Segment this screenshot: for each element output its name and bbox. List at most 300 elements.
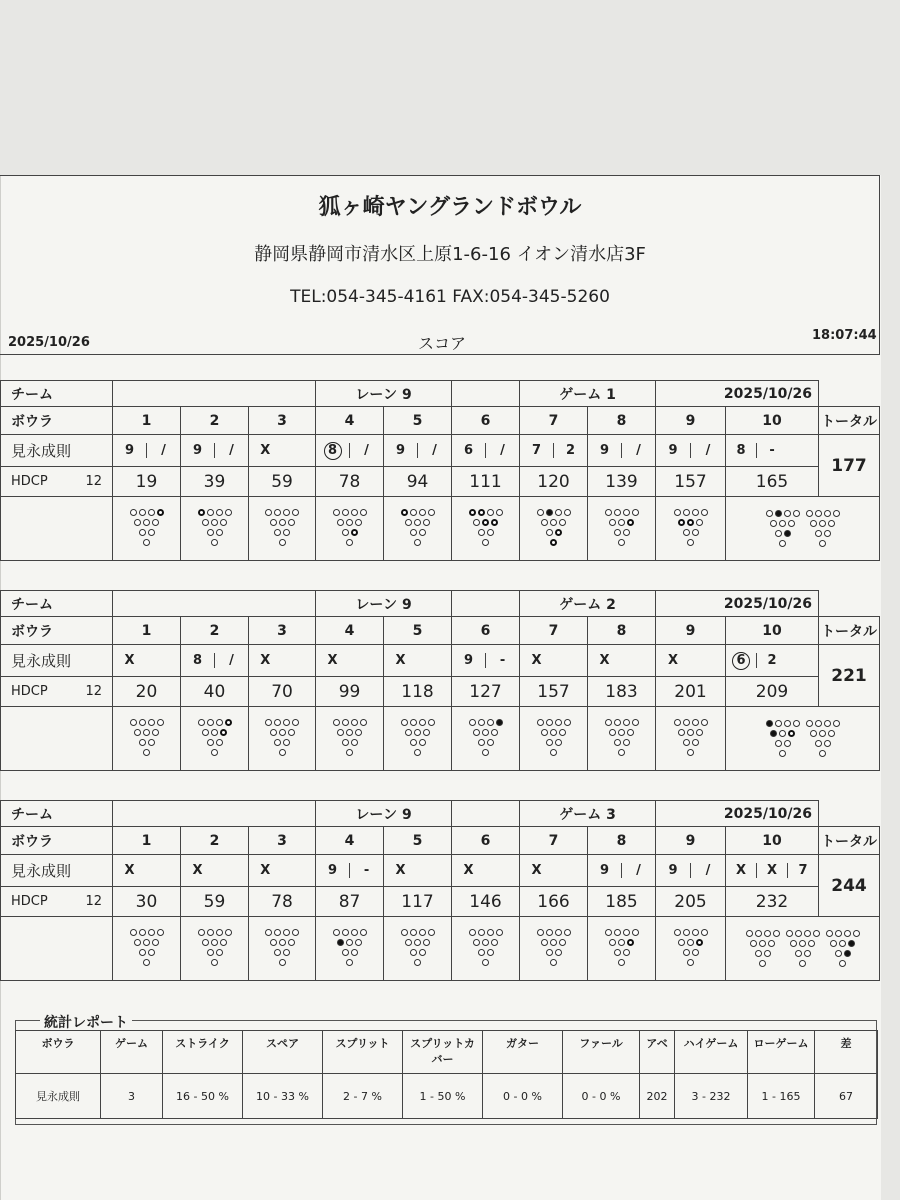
pin-row-label [1,707,113,771]
pin-icon [292,719,299,726]
pin-icon [687,729,694,736]
pin-icon [419,949,426,956]
frame-number-text: 7 [548,832,559,849]
pin-icon [537,509,544,516]
game-total: 221 [831,665,867,686]
frame-marks [520,645,588,677]
pin-icon [819,540,826,547]
roll-mark [249,863,282,878]
pin-icon [546,529,553,536]
pin-icon [550,539,557,546]
roll-mark [349,443,383,458]
pin-icon [428,719,435,726]
pin-icon [469,509,476,516]
stats-value-cell: 2 - 7 % [323,1074,403,1119]
pin-icon [844,950,851,957]
pin-diagram-cell [181,707,249,771]
stats-value-cell: 1 - 50 % [403,1074,483,1119]
frame-number-text: 8 [616,622,627,639]
pin-icon [786,930,793,937]
roll-mark [485,443,519,458]
pin-icon [555,949,562,956]
frame-score [588,467,656,497]
pin-icon [265,929,272,936]
pin-icon [555,529,562,536]
pin-icon [410,529,417,536]
bowler-header [1,827,113,855]
pin-diagram [605,508,639,548]
roll-mark [520,863,553,878]
pin-icon [828,520,835,527]
game-table-3 [0,800,880,981]
pin-icon [478,719,485,726]
pin-icon [130,719,137,726]
pin-icon [487,719,494,726]
pin-icon [482,519,489,526]
frame-marks [181,855,249,887]
roll-mark [316,863,349,878]
pin-icon [351,739,358,746]
bowler-header-text: ボウラ [11,623,53,640]
pin-diagram-cell [316,497,384,561]
stats-header-cell: ローゲーム [748,1031,815,1074]
pin-diagram-cell [588,497,656,561]
roll-mark-text: - [769,443,775,458]
bowler-name-text: 見永成則 [11,862,72,880]
roll-mark [690,863,725,878]
pin-icon [487,949,494,956]
pin-icon [216,929,223,936]
pin-icon [618,729,625,736]
pin-icon [148,509,155,516]
game-label [520,801,656,827]
pin-icon [270,939,277,946]
hdcp-value: 12 [85,684,102,699]
frame-score-text: 78 [338,471,361,492]
roll-mark [249,653,282,668]
pin-diagram-cell [520,707,588,771]
pin-icon [784,740,791,747]
roll-mark-text: 8 [736,443,746,458]
pin-diagram [130,718,164,758]
pin-icon [288,519,295,526]
pin-icon [775,720,782,727]
pin-diagram [537,928,571,968]
pin-icon [351,719,358,726]
stats-value-cell: 10 - 33 % [243,1074,323,1119]
frame-number-text: 10 [762,832,782,849]
frame-score-text: 59 [271,471,293,492]
roll-mark-text: 6 [463,443,474,458]
frame-marks [656,645,726,677]
frame-marks [452,435,520,467]
frame-score [113,677,181,707]
hdcp-value: 12 [85,894,102,909]
pin-icon [683,949,690,956]
hdcp-label-text: HDCP [11,474,48,489]
pin-icon [784,530,791,537]
pin-icon [824,530,831,537]
frame-score [249,467,316,497]
hdcp-label [1,467,113,497]
frame-marks [520,855,588,887]
frame-score [726,467,819,497]
frame-number [113,827,181,855]
pin-icon [351,509,358,516]
bowler-header [1,617,113,645]
pin-icon [491,519,498,526]
roll-mark-text: / [500,443,505,458]
game-number-text: ゲーム 3 [559,806,616,823]
pin-icon [623,509,630,516]
stats-value-cell: 1 - 165 [748,1074,815,1119]
frame-marks [588,645,656,677]
roll-mark-text: 9 [124,443,135,458]
pin-row-label [1,917,113,981]
frame-score-text: 20 [135,681,158,702]
pin-icon [198,719,205,726]
pin-icon [839,960,846,967]
pin-icon [216,719,223,726]
frame-score-text: 99 [338,681,361,702]
pin-icon [401,719,408,726]
pin-icon [618,539,625,546]
pin-icon [143,519,150,526]
pin-icon [198,929,205,936]
pin-icon [148,529,155,536]
team-label [1,591,113,617]
pin-icon [795,930,802,937]
pin-icon [692,949,699,956]
pin-icon [342,719,349,726]
pin-icon [283,529,290,536]
pin-icon [687,959,694,966]
pin-icon [770,730,777,737]
frame-marks [384,645,452,677]
roll-mark-text: 8 [192,653,203,668]
pin-icon [696,939,703,946]
roll-mark [452,443,485,458]
pin-icon [491,939,498,946]
pin-icon [283,949,290,956]
frame-number-text: 6 [480,412,491,429]
frame-score-text: 70 [271,681,293,702]
pin-icon [687,539,694,546]
stats-value-cell: 0 - 0 % [483,1074,563,1119]
pin-icon [342,529,349,536]
roll-mark [726,863,756,878]
total-header [819,617,880,645]
pin-icon [546,509,553,516]
pin-icon [482,959,489,966]
frame-score [656,467,726,497]
pin-icon [775,740,782,747]
hdcp-label-text: HDCP [11,684,48,699]
frame-score [113,887,181,917]
lane-label [316,381,452,407]
frame-marks [726,435,819,467]
pin-diagram-cell [113,707,181,771]
hdcp-label [1,887,113,917]
pin-icon [768,940,775,947]
frame-marks [316,645,384,677]
pin-icon [550,749,557,756]
frame-score-text: 59 [203,891,226,912]
pin-icon [819,730,826,737]
pin-icon [423,939,430,946]
pin-icon [692,739,699,746]
pin-icon [559,939,566,946]
lane-text: レーン 9 [355,386,412,403]
roll-mark [656,863,690,878]
pin-icon [283,509,290,516]
pin-diagram-cell [726,707,880,771]
game-table-2 [0,590,880,771]
frame-score [113,467,181,497]
pin-icon [157,929,164,936]
pin-diagram [265,928,299,968]
pin-icon [770,520,777,527]
roll-mark [656,653,690,668]
pin-icon [478,929,485,936]
pin-icon [473,729,480,736]
frame-number [588,407,656,435]
frame-score [656,887,726,917]
roll-mark-text: X [463,863,474,878]
pin-icon [491,729,498,736]
pin-diagram-cell [316,917,384,981]
pin-icon [478,509,485,516]
frame-marks [249,435,316,467]
pin-icon [279,519,286,526]
roll-mark-text: / [636,863,641,878]
pin-icon [555,739,562,746]
pin-icon [207,929,214,936]
game-date-text: 2025/10/26 [723,805,813,822]
pin-diagram-cell [520,917,588,981]
frame-marks [656,855,726,887]
pin-icon [833,720,840,727]
pin-icon [687,749,694,756]
frame-score-text: 205 [674,891,707,912]
roll-mark [726,652,756,670]
print-date: 2025/10/26 [8,335,90,350]
pin-icon [790,940,797,947]
pin-icon [139,739,146,746]
spacer [113,591,316,617]
frame-score [316,677,384,707]
roll-mark-text: X [260,443,271,458]
pin-diagram [469,718,503,758]
roll-mark [181,863,214,878]
pin-icon [469,929,476,936]
bowler-name [1,855,113,887]
roll-mark [588,443,621,458]
pin-icon [225,719,232,726]
frame-marks [113,645,181,677]
stats-header-cell: ガター [483,1031,563,1074]
pin-icon [614,929,621,936]
pin-icon [696,519,703,526]
roll-mark-text: X [124,863,135,878]
frame-number-text: 9 [685,832,696,849]
pin-icon [605,929,612,936]
roll-mark [316,442,349,460]
pin-icon [405,939,412,946]
pin-icon [674,509,681,516]
pin-icon [225,509,232,516]
frame-number-text: 3 [277,622,287,639]
frame-score-text: 30 [135,891,158,912]
roll-mark-text: - [499,653,506,668]
frame-score [520,887,588,917]
pin-icon [469,719,476,726]
frame-number [384,617,452,645]
frame-number-text: 1 [141,622,152,639]
pin-diagram-cell [520,497,588,561]
frame-number [181,407,249,435]
pin-icon [211,519,218,526]
pin-icon [419,929,426,936]
pin-icon [274,719,281,726]
pin-icon [355,939,362,946]
stats-value-cell: 見永成則 [16,1074,101,1119]
roll-mark-text: / [705,863,711,878]
split-mark: 8 [324,442,342,460]
roll-mark-text: 2 [767,653,777,668]
pin-icon [473,519,480,526]
pin-icon [627,939,634,946]
pin-icon [692,509,699,516]
total-cell [819,855,880,917]
roll-mark-text: 9 [668,443,678,458]
frame-number [452,617,520,645]
pin-icon [337,519,344,526]
pin-icon [559,729,566,736]
frame-marks [656,435,726,467]
frame-score [656,677,726,707]
roll-mark-text: X [327,653,338,668]
pin-icon [614,719,621,726]
spacer [452,591,520,617]
pin-icon [139,509,146,516]
roll-mark [588,863,621,878]
pin-icon [614,949,621,956]
frame-number-text: 2 [209,832,220,849]
pin-diagram [674,508,708,548]
pin-icon [346,729,353,736]
roll-mark [417,443,451,458]
pin-icon [775,530,782,537]
pin-icon [537,719,544,726]
stats-value-cell: 202 [640,1074,675,1119]
lane-label [316,591,452,617]
pin-diagram [605,718,639,758]
frame-number-text: 8 [616,832,627,849]
pin-icon [401,509,408,516]
roll-mark-text: / [229,653,234,668]
stats-value-cell: 3 - 232 [675,1074,748,1119]
pin-icon [555,719,562,726]
stats-header-cell: スプリットカバー [403,1031,483,1074]
roll-mark-text: X [668,653,679,668]
pin-icon [788,730,795,737]
team-label [1,801,113,827]
pin-icon [482,539,489,546]
frame-number-text: 8 [616,412,627,429]
pin-icon [220,729,227,736]
pin-icon [351,529,358,536]
frame-marks [588,435,656,467]
pin-diagram-cell [181,497,249,561]
pin-diagram [333,508,367,548]
frame-marks [316,855,384,887]
pin-icon [835,930,842,937]
frame-score-text: 19 [135,471,158,492]
pin-icon [759,940,766,947]
roll-mark [520,443,553,458]
team-label-text: チーム [11,806,53,823]
hdcp-label [1,677,113,707]
frame-number [726,827,819,855]
pin-icon [342,509,349,516]
roll-mark [756,863,787,878]
pin-icon [211,939,218,946]
pin-icon [342,949,349,956]
pin-icon [405,519,412,526]
pin-icon [687,519,694,526]
pin-diagram-cell [113,917,181,981]
roll-mark [787,863,818,878]
pin-icon [414,729,421,736]
pin-icon [614,529,621,536]
roll-mark [621,443,655,458]
pin-icon [793,510,800,517]
pin-icon [274,929,281,936]
pin-row-label [1,497,113,561]
pin-icon [806,510,813,517]
pin-icon [351,929,358,936]
game-number-text: ゲーム 2 [559,596,616,613]
game-label [520,591,656,617]
roll-mark [452,863,485,878]
pin-icon [559,519,566,526]
pin-icon [220,519,227,526]
frame-score [249,677,316,707]
pin-icon [279,959,286,966]
pin-icon [546,929,553,936]
pin-icon [618,939,625,946]
pin-icon [824,510,831,517]
roll-mark [690,443,725,458]
pin-icon [346,749,353,756]
pin-diagram-cell [316,707,384,771]
pin-icon [605,509,612,516]
pin-icon [337,939,344,946]
frame-number-text: 3 [277,412,287,429]
frame-score-text: 146 [469,891,502,912]
pin-icon [496,509,503,516]
roll-mark [621,863,655,878]
roll-mark-text: X [767,863,778,878]
roll-mark [384,443,417,458]
pin-icon [623,739,630,746]
pin-icon [632,929,639,936]
pin-icon [279,729,286,736]
pin-icon [773,930,780,937]
pin-icon [555,929,562,936]
pin-icon [283,929,290,936]
